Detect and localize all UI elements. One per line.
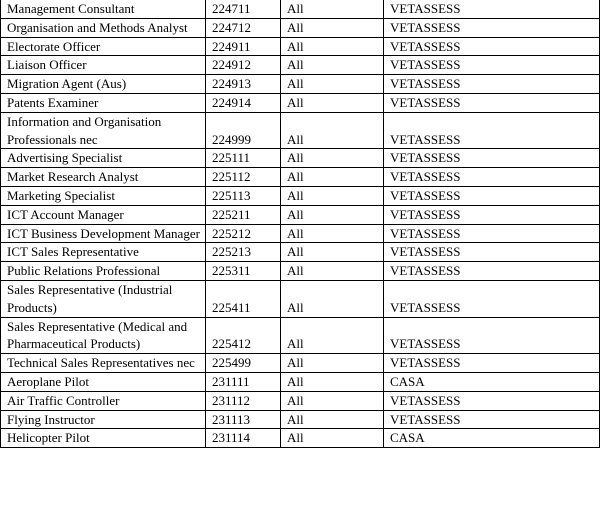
occupation-cell: Public Relations Professional	[1, 262, 206, 281]
table-row	[1, 75, 600, 94]
table-row	[1, 243, 600, 262]
authority-cell: VETASSESS	[384, 18, 600, 37]
occupation-cell: Patents Examiner	[1, 93, 206, 112]
occupation-cell: Electorate Officer	[1, 37, 206, 56]
code-cell: 225112	[206, 168, 281, 187]
occupation-cell: ICT Sales Representative	[1, 243, 206, 262]
occupation-cell: Technical Sales Representatives nec	[1, 354, 206, 373]
authority-cell: VETASSESS	[384, 93, 600, 112]
table-row	[1, 205, 600, 224]
version-cell: All	[281, 205, 384, 224]
code-cell: 224999	[206, 112, 281, 149]
code-cell: 225311	[206, 262, 281, 281]
code-cell: 225412	[206, 317, 281, 354]
code-cell: 225212	[206, 224, 281, 243]
table-row	[1, 18, 600, 37]
authority-cell: VETASSESS	[384, 0, 600, 18]
table-row	[1, 168, 600, 187]
version-cell: All	[281, 112, 384, 149]
table-row	[1, 280, 600, 317]
version-cell: All	[281, 186, 384, 205]
table-row	[1, 410, 600, 429]
occupation-cell: Sales Representative (Industrial Products)	[1, 280, 206, 317]
authority-cell: VETASSESS	[384, 354, 600, 373]
version-cell: All	[281, 56, 384, 75]
table-row	[1, 112, 600, 149]
code-cell: 225213	[206, 243, 281, 262]
version-cell: All	[281, 93, 384, 112]
version-cell: All	[281, 243, 384, 262]
authority-cell: VETASSESS	[384, 224, 600, 243]
authority-cell: VETASSESS	[384, 410, 600, 429]
table-row	[1, 149, 600, 168]
table-row	[1, 0, 600, 18]
code-cell: 225111	[206, 149, 281, 168]
table-row	[1, 37, 600, 56]
version-cell: All	[281, 391, 384, 410]
occupation-cell: ICT Account Manager	[1, 205, 206, 224]
version-cell: All	[281, 429, 384, 448]
table-row	[1, 186, 600, 205]
version-cell: All	[281, 317, 384, 354]
occupation-cell: Organisation and Methods Analyst	[1, 18, 206, 37]
code-cell: 231112	[206, 391, 281, 410]
authority-cell: VETASSESS	[384, 391, 600, 410]
version-cell: All	[281, 280, 384, 317]
occupation-cell: Information and Organisation Professionals nec	[1, 112, 206, 149]
version-cell: All	[281, 168, 384, 187]
code-cell: 224712	[206, 18, 281, 37]
table-row	[1, 93, 600, 112]
table-row	[1, 56, 600, 75]
code-cell: 225211	[206, 205, 281, 224]
authority-cell: CASA	[384, 429, 600, 448]
occupation-cell: Marketing Specialist	[1, 186, 206, 205]
authority-cell: VETASSESS	[384, 317, 600, 354]
code-cell: 225499	[206, 354, 281, 373]
version-cell: All	[281, 354, 384, 373]
version-cell: All	[281, 18, 384, 37]
version-cell: All	[281, 149, 384, 168]
table-row	[1, 429, 600, 448]
code-cell: 231111	[206, 372, 281, 391]
authority-cell: VETASSESS	[384, 112, 600, 149]
occupation-cell: Sales Representative (Medical and Pharmaceutical Products)	[1, 317, 206, 354]
table-row	[1, 224, 600, 243]
authority-cell: CASA	[384, 372, 600, 391]
occupation-cell: Management Consultant	[1, 0, 206, 18]
authority-cell: VETASSESS	[384, 205, 600, 224]
authority-cell: VETASSESS	[384, 186, 600, 205]
table-row	[1, 317, 600, 354]
authority-cell: VETASSESS	[384, 56, 600, 75]
occupation-cell: Air Traffic Controller	[1, 391, 206, 410]
code-cell: 231114	[206, 429, 281, 448]
code-cell: 225411	[206, 280, 281, 317]
table-row	[1, 391, 600, 410]
authority-cell: VETASSESS	[384, 262, 600, 281]
authority-cell: VETASSESS	[384, 37, 600, 56]
occupation-cell: Liaison Officer	[1, 56, 206, 75]
version-cell: All	[281, 224, 384, 243]
occupation-cell: Flying Instructor	[1, 410, 206, 429]
occupation-cell: Migration Agent (Aus)	[1, 75, 206, 94]
version-cell: All	[281, 75, 384, 94]
code-cell: 224912	[206, 56, 281, 75]
table-row	[1, 354, 600, 373]
authority-cell: VETASSESS	[384, 75, 600, 94]
authority-cell: VETASSESS	[384, 280, 600, 317]
occupation-cell: Aeroplane Pilot	[1, 372, 206, 391]
occupation-cell: Helicopter Pilot	[1, 429, 206, 448]
table-row	[1, 372, 600, 391]
occupation-cell: Market Research Analyst	[1, 168, 206, 187]
code-cell: 225113	[206, 186, 281, 205]
table-row	[1, 262, 600, 281]
occupation-cell: Advertising Specialist	[1, 149, 206, 168]
code-cell: 224913	[206, 75, 281, 94]
version-cell: All	[281, 410, 384, 429]
version-cell: All	[281, 372, 384, 391]
authority-cell: VETASSESS	[384, 168, 600, 187]
occupation-cell: ICT Business Development Manager	[1, 224, 206, 243]
version-cell: All	[281, 0, 384, 18]
code-cell: 224911	[206, 37, 281, 56]
code-cell: 231113	[206, 410, 281, 429]
code-cell: 224914	[206, 93, 281, 112]
version-cell: All	[281, 37, 384, 56]
code-cell: 224711	[206, 0, 281, 18]
authority-cell: VETASSESS	[384, 149, 600, 168]
version-cell: All	[281, 262, 384, 281]
authority-cell: VETASSESS	[384, 243, 600, 262]
